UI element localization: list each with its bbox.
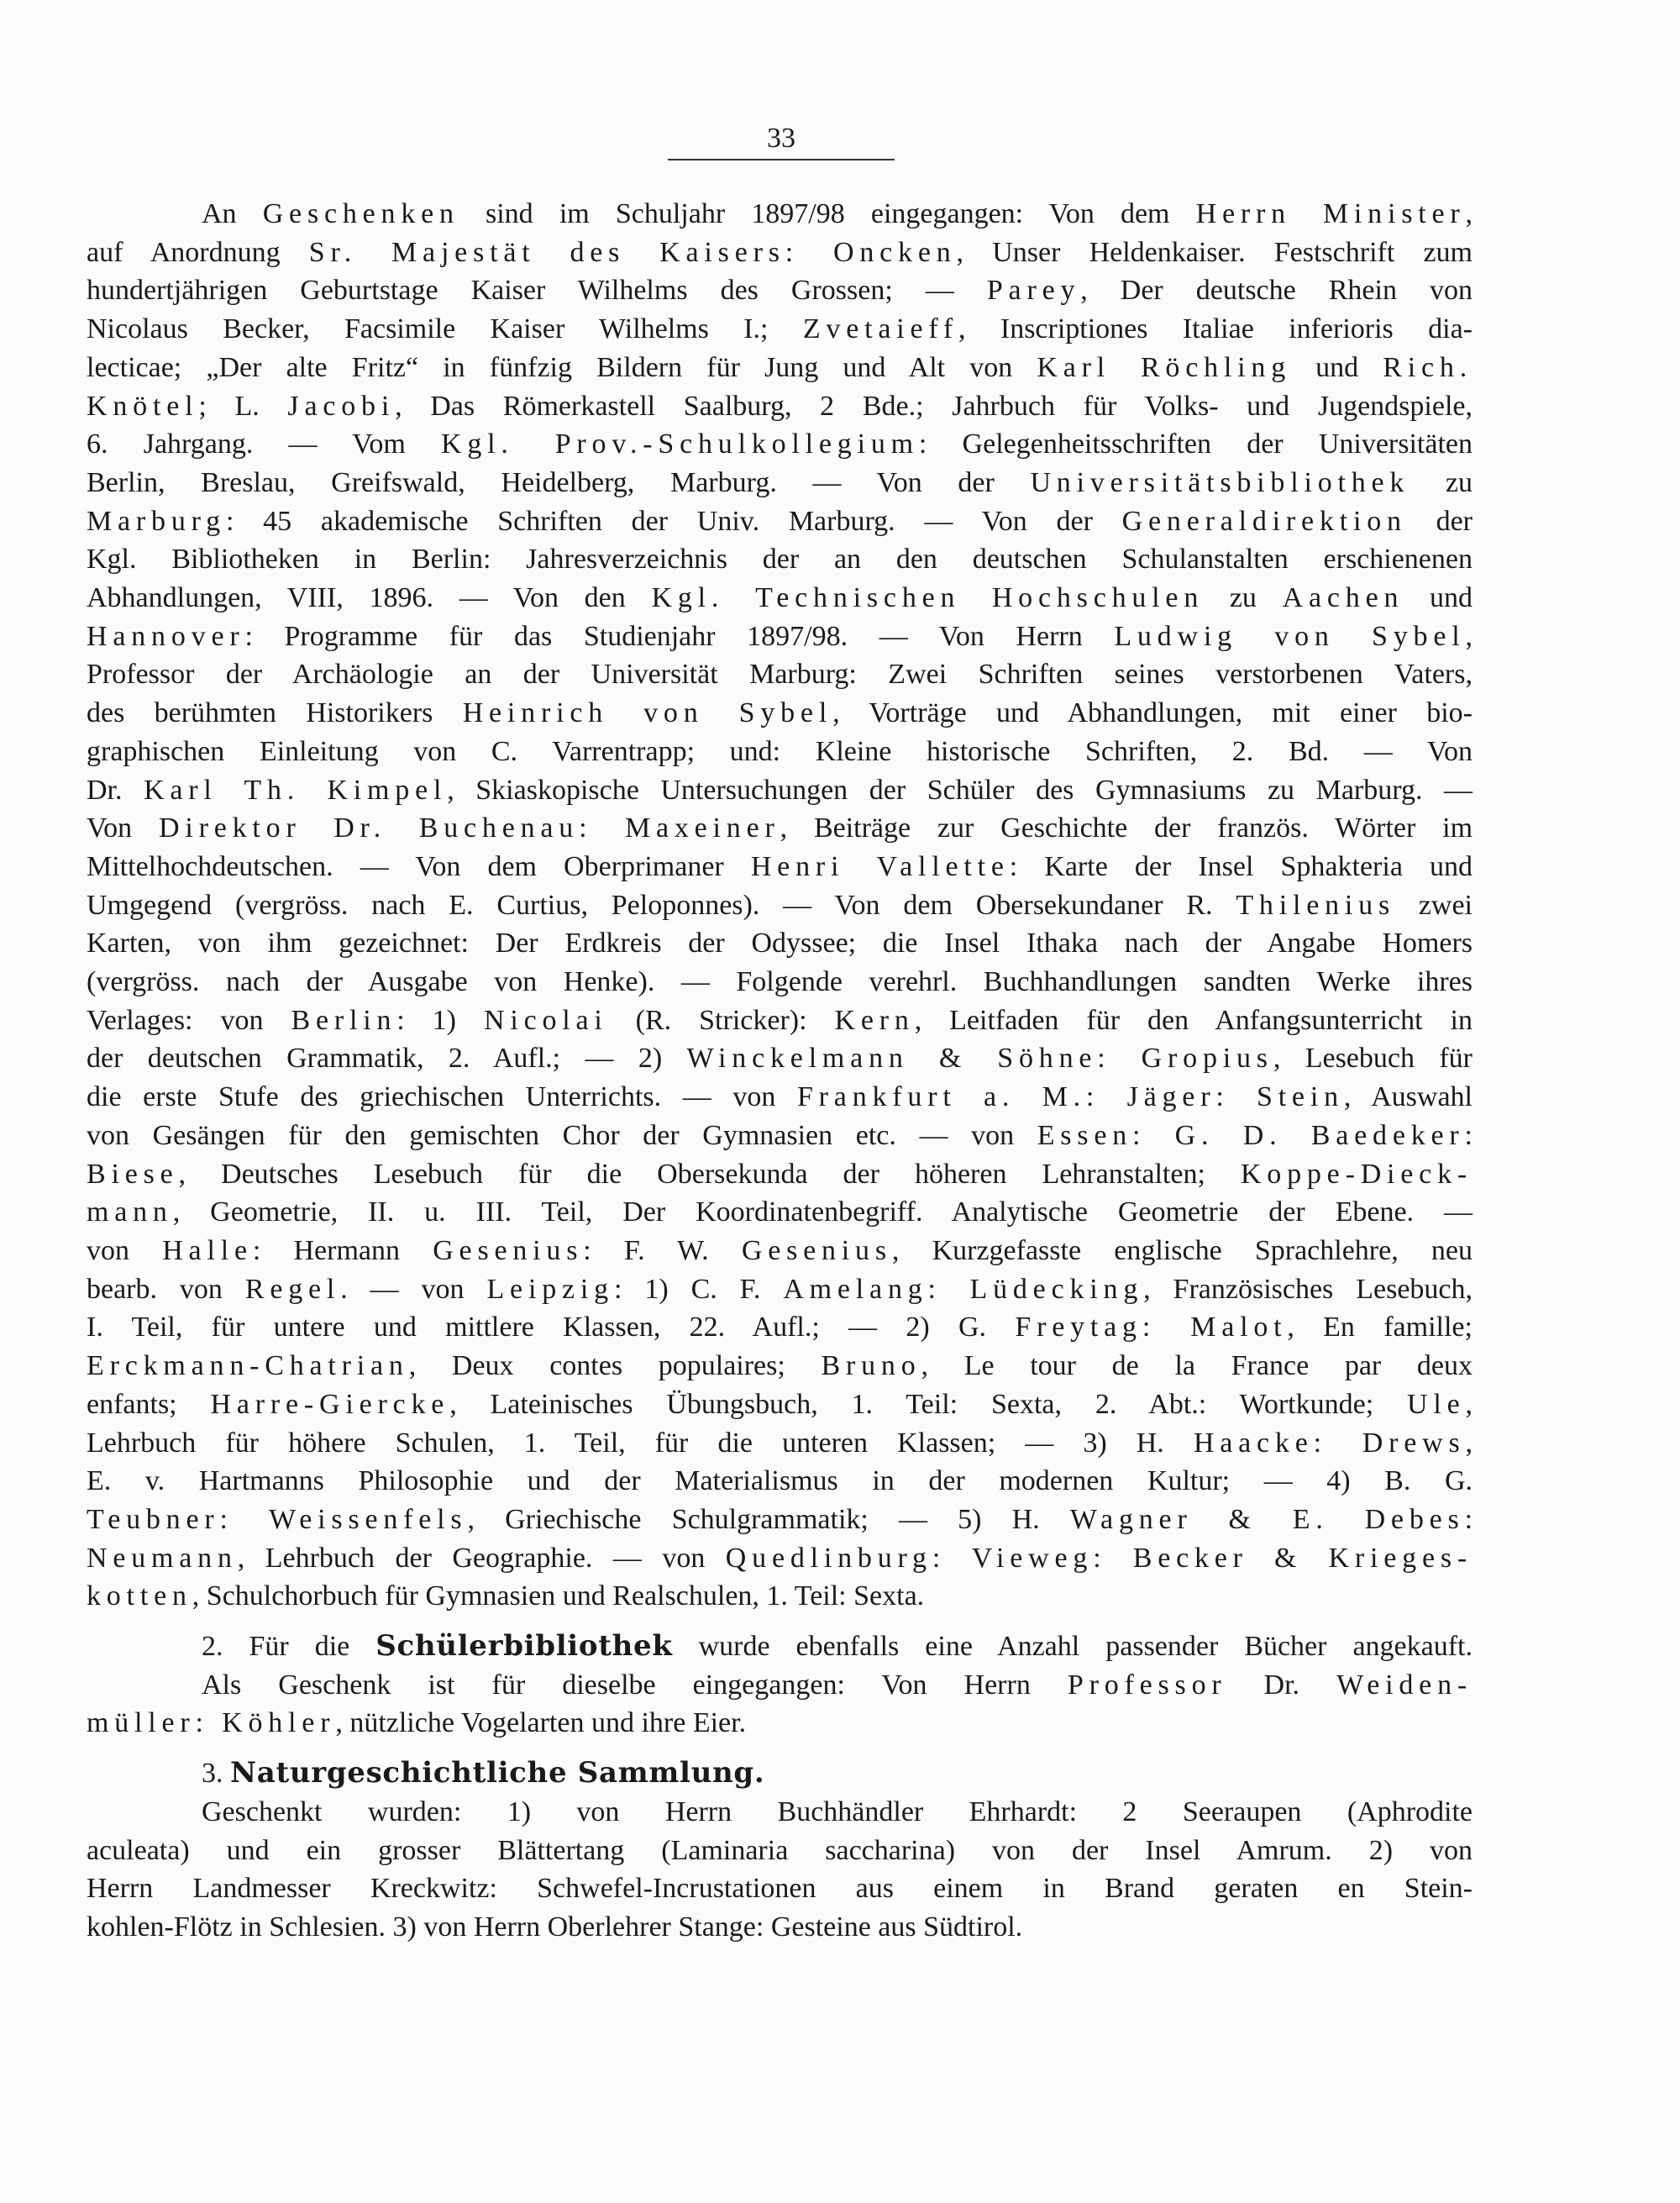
- text-segment: Umgegend (vergröss. nach E. Curtius, Peloponnes). — Von dem Obersekundaner R.: [87, 889, 1236, 921]
- text-segment: . — von: [340, 1273, 487, 1305]
- spaced-text: Thilenius: [1236, 889, 1395, 921]
- spaced-text: Quedlinburg: Vieweg: Becker & Krieges-: [725, 1542, 1473, 1574]
- text-line: [87, 195, 1473, 234]
- spaced-text: Regel: [244, 1273, 341, 1305]
- text-segment: Von: [87, 812, 159, 844]
- spaced-text: Generaldirektion: [1121, 505, 1407, 537]
- spaced-text: mann: [87, 1196, 173, 1228]
- text-line: [87, 848, 1473, 886]
- spaced-text: Berlin: [291, 1004, 397, 1036]
- text-segment: zu: [1410, 466, 1473, 498]
- text-segment: Nicolaus Becker, Facsimile Kaiser Wilhelms I.;: [87, 313, 803, 345]
- text-line: [87, 1039, 1473, 1078]
- text-line: [87, 924, 1473, 963]
- text-line: [87, 733, 1473, 771]
- spaced-text: Direktor Dr. Buchenau: Maxeiner: [159, 812, 780, 844]
- text-segment: Dr.: [87, 774, 144, 806]
- spaced-text: Geschenken: [262, 198, 459, 229]
- text-segment: , Griechische Schulgrammatik; — 5) H.: [467, 1503, 1070, 1535]
- text-segment: , Auswahl: [1343, 1081, 1473, 1113]
- spaced-text: Knötel: [87, 390, 199, 422]
- text-segment: zu: [1204, 582, 1283, 614]
- text-line: [87, 1002, 1473, 1040]
- text-line: [87, 464, 1473, 502]
- text-segment: , Deutsches Lesebuch für die Obersekunda der höheren Lehranstalten;: [178, 1158, 1241, 1190]
- text-line: [87, 540, 1473, 579]
- text-segment: des berühmten Historikers: [87, 697, 463, 729]
- spaced-text: Aachen: [1282, 582, 1404, 614]
- text-segment: Abhandlungen, VIII, 1896. — Von den: [87, 582, 652, 614]
- spaced-text: Heinrich von Sybel: [462, 697, 833, 729]
- text-segment: , Skiaskopische Untersuchungen der Schüler des Gymnasiums zu Marburg. —: [447, 774, 1473, 806]
- text-line: [87, 1704, 1473, 1743]
- text-segment: 6. Jahrgang. — Vom: [87, 429, 441, 460]
- spaced-text: Haacke: Drews: [1193, 1427, 1466, 1459]
- spaced-text: Zvetaieff: [802, 313, 959, 345]
- spaced-text: Frankfurt a. M.: Jäger: Stein: [796, 1081, 1344, 1113]
- text-line: [87, 1908, 1473, 1947]
- text-line: [87, 963, 1473, 1002]
- text-line: [87, 310, 1473, 349]
- text-segment: der deutschen Grammatik, 2. Aufl.; — 2): [87, 1043, 687, 1075]
- text-segment: , Unser Heldenkaiser. Festschrift zum: [956, 236, 1473, 268]
- spaced-text: Universitätsbibliothek: [1030, 466, 1410, 498]
- spaced-text: Marburg: [87, 505, 226, 537]
- text-line: [87, 809, 1473, 848]
- text-segment: (vergröss. nach der Ausgabe von Henke). — Folgende verehrl. Buchhandlungen sandten Werke ihres: [87, 966, 1473, 998]
- text-segment: hundertjährigen Geburtstage Kaiser Wilhelms des Grossen; —: [87, 275, 987, 307]
- text-line: [87, 234, 1473, 272]
- text-line: [87, 349, 1473, 387]
- text-segment: An: [202, 198, 263, 229]
- text-segment: bearb. von: [87, 1273, 245, 1305]
- text-line: [87, 618, 1473, 656]
- text-segment: von: [87, 1234, 163, 1266]
- text-segment: , Geometrie, II. u. III. Teil, Der Koordinatenbegriff. Analytische Geometrie der Ebene. —: [172, 1196, 1473, 1228]
- text-segment: ,: [1465, 620, 1473, 652]
- spaced-text: Nicolai: [484, 1004, 608, 1036]
- spaced-text: Kern: [834, 1004, 915, 1036]
- text-segment: und: [1404, 582, 1473, 614]
- section-3-number: 3.: [202, 1758, 230, 1790]
- text-line: [87, 425, 1473, 464]
- text-segment: : Programme für das Studienjahr 1897/98. — Von Herrn: [244, 620, 1115, 652]
- text-line: [87, 1832, 1473, 1870]
- text-segment: : Hermann: [252, 1234, 433, 1266]
- spaced-text: Teubner: Weissenfels: [87, 1503, 468, 1535]
- text-line: [87, 886, 1473, 925]
- section-3-heading-line: [87, 1754, 1473, 1793]
- spaced-text: Rich.: [1383, 351, 1473, 383]
- spaced-text: Neumann: [87, 1542, 238, 1574]
- text-line: [87, 1155, 1473, 1194]
- spaced-text: Bruno: [821, 1350, 921, 1382]
- text-segment: , Das Römerkastell Saalburg, 2 Bde.; Jahrbuch für Volks- und Jugendspiele,: [395, 390, 1473, 422]
- spaced-text: Weiden-: [1336, 1669, 1473, 1701]
- text-segment: , Lesebuch für: [1273, 1043, 1473, 1075]
- text-segment: E. v. Hartmanns Philosophie und der Materialismus in der modernen Kultur; — 4) B. G.: [87, 1465, 1473, 1497]
- spaced-text: Sr. Majestät des Kaisers: Oncken: [308, 236, 957, 268]
- text-segment: , Lehrbuch der Geographie. — von: [237, 1542, 726, 1574]
- spaced-text: Biese: [87, 1158, 179, 1190]
- page-header: [668, 122, 895, 160]
- text-segment: zwei: [1394, 889, 1473, 921]
- text-segment: Berlin, Breslau, Greifswald, Heidelberg, Marburg. — Von der: [87, 466, 1031, 498]
- text-line: [87, 579, 1473, 618]
- text-line: [87, 502, 1473, 541]
- text-segment: aculeata) und ein grosser Blättertang (Laminaria saccharina) von der Insel Amrum. 2) von: [87, 1834, 1473, 1866]
- text-segment: , Le tour de la France par deux: [921, 1350, 1473, 1382]
- text-line: [87, 271, 1473, 310]
- section-2-post: wurde ebenfalls eine Anzahl passender Bücher angekauft.: [672, 1631, 1473, 1663]
- text-line: [87, 1193, 1473, 1232]
- text-segment: ; L.: [198, 390, 288, 422]
- spaced-text: Professor: [1067, 1669, 1227, 1701]
- text-segment: , Schulchorbuch für Gymnasien und Realschulen, 1. Teil: Sexta.: [192, 1580, 925, 1612]
- text-segment: Als Geschenk ist für dieselbe eingegangen: Von Herrn: [202, 1669, 1068, 1701]
- schuelerbibliothek-paragraph: [87, 1666, 1473, 1743]
- text-segment: : 45 akademische Schriften der Univ. Marburg. — Von der: [225, 505, 1122, 537]
- text-segment: : 1): [396, 1004, 484, 1036]
- text-segment: , nützliche Vogelarten und ihre Eier.: [335, 1707, 747, 1739]
- text-line: [87, 1117, 1473, 1155]
- spaced-text: Essen: G. D. Baedeker: [1037, 1119, 1465, 1151]
- text-segment: , Kurzgefasste englische Sprachlehre, neu: [891, 1234, 1473, 1266]
- text-segment: , Leitfaden für den Anfangsunterricht in: [914, 1004, 1473, 1036]
- spaced-text: Herrn Minister: [1195, 198, 1466, 229]
- gifts-paragraph: [87, 195, 1473, 1616]
- text-segment: Dr.: [1226, 1669, 1337, 1701]
- spaced-text: kotten: [87, 1580, 192, 1612]
- text-line: [87, 1577, 1473, 1616]
- header-rule: [668, 159, 895, 160]
- text-line: [87, 1869, 1473, 1908]
- text-line: [87, 1270, 1473, 1309]
- spaced-text: Hannover: [87, 620, 245, 652]
- text-segment: ,: [1465, 1427, 1473, 1459]
- text-segment: Herrn Landmesser Kreckwitz: Schwefel-Incrustationen aus einem in Brand geraten en Stein-: [87, 1873, 1473, 1905]
- text-segment: Lehrbuch für höhere Schulen, 1. Teil, für die unteren Klassen; — 3) H.: [87, 1427, 1194, 1459]
- spaced-text: Kgl. Prov.-Schulkollegium: [441, 429, 919, 460]
- spaced-text: Harre-Giercke: [210, 1388, 450, 1420]
- section-2-pre: Für die: [249, 1631, 376, 1663]
- text-line: [87, 771, 1473, 810]
- text-line: [87, 1539, 1473, 1578]
- text-segment: Geschenkt wurden: 1) von Herrn Buchhändler Ehrhardt: 2 Seeraupen (Aphrodite: [202, 1796, 1473, 1827]
- text-segment: Mittelhochdeutschen. — Von dem Oberprimaner: [87, 850, 751, 882]
- spaced-text: Kgl. Technischen Hochschulen: [651, 582, 1205, 614]
- section-gifts: [87, 195, 1473, 1616]
- text-segment: und: [1291, 351, 1383, 383]
- text-line: [87, 387, 1473, 426]
- text-segment: ,: [1465, 1388, 1473, 1420]
- text-segment: von Gesängen für den gemischten Chor der Gymnasien etc. — von: [87, 1119, 1037, 1151]
- spaced-text: Karl Th. Kimpel: [144, 774, 448, 806]
- spaced-text: Henri Vallette: [750, 850, 1010, 882]
- text-segment: : Karte der Insel Sphakteria und: [1009, 850, 1473, 882]
- naturgeschichte-paragraph: [87, 1793, 1473, 1947]
- text-line: [87, 1666, 1473, 1705]
- text-segment: , En famille;: [1287, 1312, 1473, 1343]
- text-segment: , Vorträge und Abhandlungen, mit einer bio-: [832, 697, 1473, 729]
- spaced-text: Halle: [162, 1234, 253, 1266]
- text-segment: : Gelegenheitsschriften der Universitäten: [918, 429, 1473, 460]
- section-2-title: Schülerbibliothek: [375, 1629, 673, 1664]
- spaced-text: Koppe-Dieck-: [1240, 1158, 1473, 1190]
- spaced-text: Ule: [1407, 1388, 1466, 1420]
- spaced-text: Gesenius: [433, 1234, 584, 1266]
- text-segment: enfants;: [87, 1388, 211, 1420]
- text-line: [87, 694, 1473, 733]
- text-segment: Verlages: von: [87, 1004, 291, 1036]
- text-segment: , Deux contes populaires;: [408, 1350, 822, 1382]
- spaced-text: Wagner & E. Debes: [1069, 1503, 1465, 1535]
- text-segment: I. Teil, für untere und mittlere Klassen, 22. Aufl.; — 2) G.: [87, 1312, 1016, 1343]
- text-segment: : F. W.: [583, 1234, 742, 1266]
- text-segment: der: [1406, 505, 1473, 537]
- text-segment: graphischen Einleitung von C. Varrentrapp; und: Kleine historische Schriften, 2. Bd. — Von: [87, 735, 1473, 767]
- section-2-number: 2.: [202, 1631, 249, 1663]
- text-segment: sind im Schuljahr 1897/98 eingegangen: Von dem: [459, 198, 1196, 229]
- text-segment: Professor der Archäologie an der Universität Marburg: Zwei Schriften seines verstorbenen Vaters,: [87, 659, 1473, 691]
- spaced-text: Leipzig: [486, 1273, 614, 1305]
- text-line: [87, 1424, 1473, 1463]
- text-segment: :: [1464, 1503, 1473, 1535]
- spaced-text: Karl Röchling: [1037, 351, 1292, 383]
- page-number: 33: [767, 123, 795, 154]
- text-segment: lecticae; „Der alte Fritz“ in fünfzig Bildern für Jung und Alt von: [87, 351, 1037, 383]
- text-segment: (R. Stricker):: [607, 1004, 835, 1036]
- text-line: [87, 1347, 1473, 1385]
- spaced-text: müller: Köhler: [87, 1707, 336, 1739]
- section-2-heading-line: [87, 1627, 1473, 1666]
- text-segment: Kgl. Bibliotheken in Berlin: Jahresverzeichnis der an den deutschen Schulanstalten erschienenen: [87, 544, 1473, 576]
- text-line: [87, 1078, 1473, 1117]
- text-segment: , Inscriptiones Italiae inferioris dia-: [958, 313, 1473, 345]
- text-segment: , Der deutsche Rhein von: [1080, 275, 1473, 307]
- text-line: [87, 1308, 1473, 1347]
- text-line: [87, 1501, 1473, 1539]
- spaced-text: Amelang: Lüdecking: [783, 1273, 1144, 1305]
- text-line: [87, 1793, 1473, 1832]
- section-3-title: Naturgeschichtliche Sammlung.: [230, 1756, 765, 1790]
- spaced-text: Freytag: Malot: [1015, 1312, 1288, 1343]
- section-schuelerbibliothek: [87, 1627, 1473, 1743]
- spaced-text: Winckelmann & Söhne: Gropius: [686, 1043, 1273, 1075]
- text-segment: : 1) C. F.: [613, 1273, 784, 1305]
- spaced-text: Gesenius: [741, 1234, 892, 1266]
- text-segment: auf Anordnung: [87, 236, 309, 268]
- text-segment: kohlen-Flötz in Schlesien. 3) von Herrn Oberlehrer Stange: Gesteine aus Südtirol.: [87, 1911, 1023, 1943]
- spaced-text: Ludwig von Sybel: [1114, 620, 1466, 652]
- text-segment: , Französisches Lesebuch,: [1143, 1273, 1473, 1305]
- text-line: [87, 655, 1473, 694]
- text-segment: die erste Stufe des griechischen Unterrichts. — von: [87, 1081, 797, 1113]
- text-segment: ,: [1465, 198, 1473, 229]
- spaced-text: Erckmann-Chatrian: [87, 1350, 409, 1382]
- body-text: [87, 195, 1473, 1947]
- text-segment: , Lateinisches Übungsbuch, 1. Teil: Sexta, 2. Abt.: Wortkunde;: [449, 1388, 1407, 1420]
- text-segment: :: [1464, 1119, 1473, 1151]
- text-line: [87, 1385, 1473, 1424]
- text-segment: , Beiträge zur Geschichte der französ. Wörter im: [780, 812, 1473, 844]
- text-line: [87, 1462, 1473, 1501]
- spaced-text: Parey: [986, 275, 1081, 307]
- text-segment: Karten, von ihm gezeichnet: Der Erdkreis der Odyssee; die Insel Ithaka nach der Angabe Homers: [87, 928, 1473, 960]
- section-naturgeschichte: [87, 1754, 1473, 1947]
- spaced-text: Jacobi: [287, 390, 396, 422]
- text-line: [87, 1232, 1473, 1270]
